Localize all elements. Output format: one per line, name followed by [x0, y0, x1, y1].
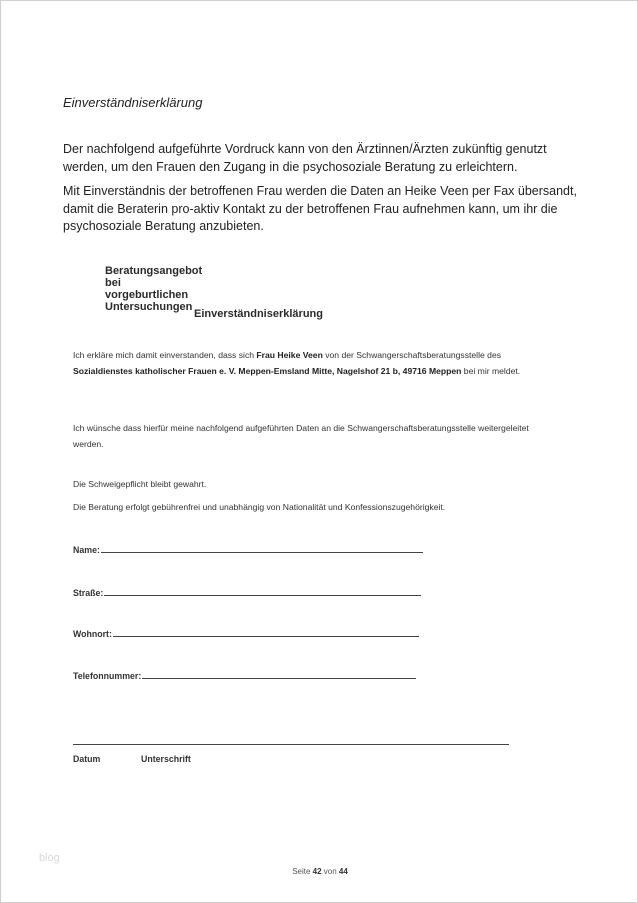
form-title: Beratungsangebot bei vorgeburtlichen Untersuchungen [105, 265, 203, 313]
street-label: Straße: [73, 588, 104, 598]
form-paragraph-consent [73, 348, 543, 379]
date-label: Datum [73, 754, 101, 764]
page-footer [1, 867, 638, 876]
name-line[interactable] [101, 551, 423, 553]
organization-address: Sozialdienstes katholischer Frauen e. V. Meppen-Emsland Mitte, Nagelshof 21 b, 49716 Meppen [73, 365, 462, 376]
phone-label: Telefonnummer: [73, 671, 142, 681]
page-heading: Einverständniserklärung [63, 95, 203, 110]
footer-prefix: Seite [292, 867, 313, 876]
watermark: blog [39, 852, 60, 864]
signature-line[interactable] [73, 744, 509, 745]
street-line[interactable] [104, 594, 421, 596]
consent-text-c: bei mir meldet. [461, 365, 521, 376]
city-label: Wohnort: [73, 629, 112, 639]
form-paragraph-data-transfer: Ich wünsche dass hierfür meine nachfolgend aufgeführten Daten an die Schwangerschaftsberatungsstelle weitergeleitet werden. [73, 423, 529, 449]
form-subtitle: Einverständniserklärung [194, 308, 323, 320]
total-page-number: 44 [338, 867, 348, 876]
phone-line[interactable] [142, 677, 416, 679]
signature-label: Unterschrift [141, 754, 191, 764]
consent-text-b: von der Schwangerschaftsberatungsstelle des [322, 350, 502, 360]
intro-paragraph-2: Mit Einverständnis der betroffenen Frau werden die Daten an Heike Veen per Fax übersandt, damit die Beraterin pro-aktiv Kontakt zu der betroffenen Frau aufnehmen kann, um ihr die psychosoziale Beratung anzubieten. [63, 184, 577, 233]
street-field[interactable] [73, 584, 421, 598]
counselor-name: Frau Heike Veen [256, 350, 323, 360]
intro-paragraph-1: Der nachfolgend aufgeführte Vordruck kann von den Ärztinnen/Ärzten zukünftig genutzt werden, um den Frauen den Zugang in die psychosoziale Beratung zu erleichtern. [63, 142, 547, 174]
consent-text-a: Ich erkläre mich damit einverstanden, dass sich [73, 350, 257, 360]
city-line[interactable] [113, 635, 419, 637]
city-field[interactable] [73, 625, 419, 639]
current-page-number: 42 [312, 867, 322, 876]
phone-field[interactable] [73, 667, 416, 681]
form-paragraph-free-of-charge: Die Beratung erfolgt gebührenfrei und unabhängig von Nationalität und Konfessionszugehörigkeit. [73, 502, 446, 512]
footer-middle: von [321, 867, 339, 876]
name-label: Name: [73, 545, 100, 555]
form-paragraph-confidentiality: Die Schweigepflicht bleibt gewahrt. [73, 479, 207, 489]
name-field[interactable] [73, 541, 423, 555]
